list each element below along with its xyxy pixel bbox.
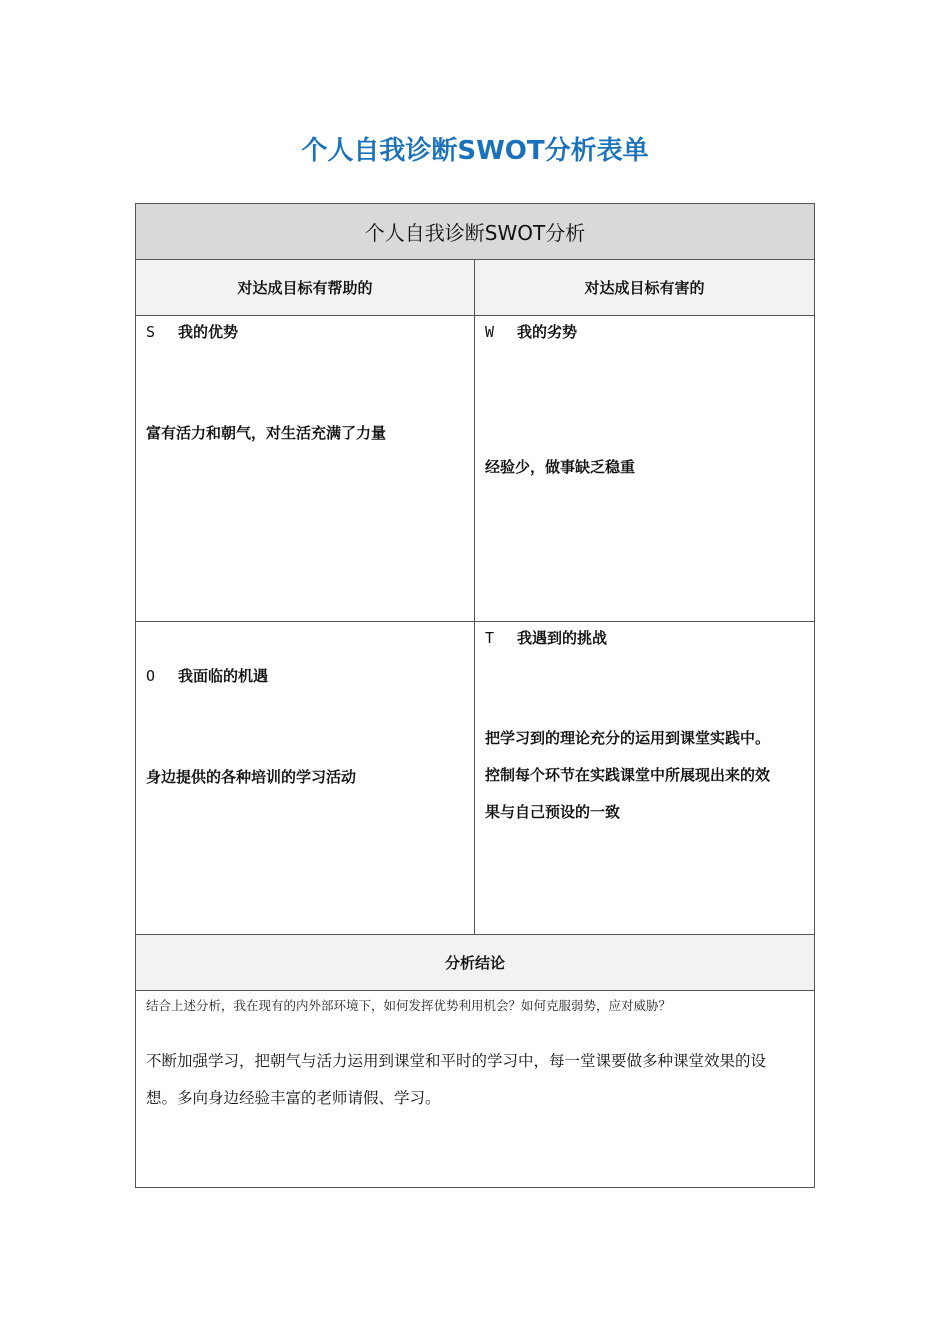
opportunities-title	[146, 665, 466, 686]
conclusion-question: 结合上述分析，我在现有的内外部环境下，如何发挥优势利用机会？如何克服弱势，应对威胁？	[146, 998, 672, 1013]
table-heading: 个人自我诊断SWOT分析	[136, 204, 814, 260]
threats-line: 控制每个环节在实践课堂中所展现出来的效	[485, 766, 771, 784]
swot-table	[135, 203, 815, 1188]
weaknesses-content: 经验少，做事缺乏稳重	[485, 458, 636, 476]
strengths-cell	[136, 316, 475, 622]
conclusion-line: 不断加强学习，把朝气与活力运用到课堂和平时的学习中，每一堂课要做多种课堂效果的设	[146, 1052, 767, 1070]
conclusion-line: 想。多向身边经验丰富的老师请假、学习。	[146, 1089, 441, 1107]
conclusion-cell	[136, 991, 814, 1187]
strengths-title	[146, 321, 466, 342]
opportunities-content: 身边提供的各种培训的学习活动	[146, 768, 357, 786]
page-title: 个人自我诊断SWOT分析表单	[301, 136, 649, 166]
conclusion-content	[146, 1043, 806, 1117]
weaknesses-label: 我的劣势	[517, 323, 578, 341]
conclusion-header: 分析结论	[136, 935, 814, 991]
weaknesses-title	[485, 321, 806, 342]
opportunities-letter: O	[146, 667, 156, 685]
threats-line: 把学习到的理论充分的运用到课堂实践中。	[485, 729, 771, 747]
harmful-header: 对达成目标有害的	[475, 260, 814, 316]
threats-line: 果与自己预设的一致	[485, 803, 621, 821]
helpful-header: 对达成目标有帮助的	[136, 260, 475, 316]
strengths-content: 富有活力和朝气，对生活充满了力量	[146, 424, 387, 442]
threats-letter: T	[485, 629, 495, 647]
strengths-letter: S	[146, 323, 156, 341]
threats-title	[485, 627, 806, 648]
threats-label: 我遇到的挑战	[517, 629, 608, 647]
threats-content	[485, 720, 806, 831]
opportunities-cell	[136, 622, 475, 935]
threats-cell	[475, 622, 814, 935]
strengths-label: 我的优势	[178, 323, 239, 341]
weaknesses-letter: W	[485, 323, 495, 341]
weaknesses-cell	[475, 316, 814, 622]
opportunities-label: 我面临的机遇	[178, 667, 269, 685]
